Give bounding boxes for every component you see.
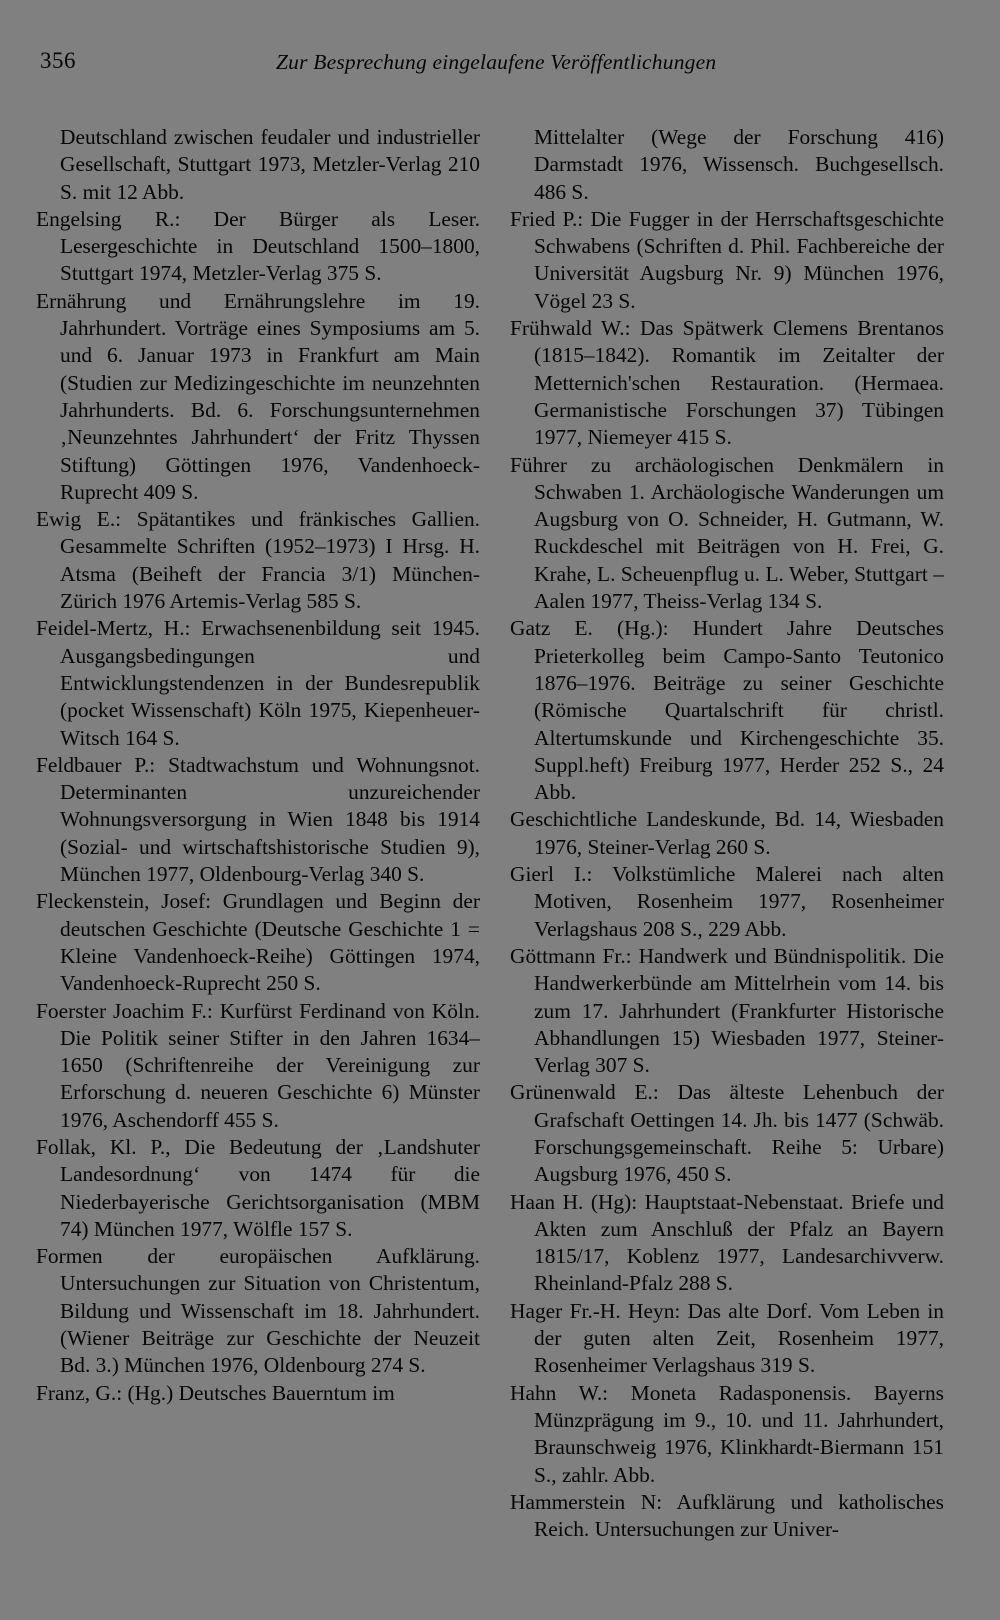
bibliography-entry: Frühwald W.: Das Spätwerk Clemens Brentanos (1815–1842). Romantik im Zeitalter der Metternich'schen Restauration. (Hermaea. Germanistische Forschungen 37) Tübingen 1977, Niemeyer 415 S. — [510, 316, 944, 450]
bibliography-entry: Hammerstein N: Aufklärung und katholisches Reich. Untersuchungen zur Univer- — [510, 1489, 944, 1542]
bibliography-entry: Haan H. (Hg): Hauptstaat-Nebenstaat. Briefe und Akten zum Anschluß der Pfalz an Bayern 1815/17, Koblenz 1977, Landesarchivverw. Rheinland-Pfalz 288 S. — [510, 1189, 944, 1296]
bibliography-entry: Geschichtliche Landeskunde, Bd. 14, Wiesbaden 1976, Steiner-Verlag 260 S. — [510, 807, 944, 859]
left-column — [36, 124, 480, 1407]
bibliography-entry: Follak, Kl. P., Die Bedeutung der ‚Landshuter Landesordnung‘ von 1474 für die Niederbayerische Gerichtsorganisation (MBM 74) München 1977, Wölfle 157 S. — [36, 1134, 480, 1241]
bibliography-entry: Fried P.: Die Fugger in der Herrschaftsgeschichte Schwabens (Schriften d. Phil. Fachbereiche der Universität Augsburg Nr. 9) München 1976, Vögel 23 S. — [510, 206, 944, 313]
running-title: Zur Besprechung eingelaufene Veröffentlichungen — [276, 50, 717, 74]
bibliography-entry: Führer zu archäologischen Denkmälern in Schwaben 1. Archäologische Wanderungen um Augsburg von O. Schneider, H. Gutmann, W. Ruckdeschel mit Beiträgen von H. Frei, G. Krahe, L. Scheuenpflug u. L. Weber, Stuttgart – Aalen 1977, Theiss-Verlag 134 S. — [510, 452, 944, 614]
right-column — [510, 124, 944, 1543]
bibliography-entry: Ernährung und Ernährungslehre im 19. Jahrhundert. Vorträge eines Symposiums am 5. und 6. Januar 1973 in Frankfurt am Main (Studien zur Medizingeschichte im neunzehnten Jahrhunderts. Bd. 6. Forschungsunternehmen ‚Neunzehntes Jahrhundert‘ der Fritz Thyssen Stiftung) Göttingen 1976, Vandenhoeck-Ruprecht 409 S. — [36, 288, 480, 504]
bibliography-entry: Ewig E.: Spätantikes und fränkisches Gallien. Gesammelte Schriften (1952–1973) I Hrsg. H. Atsma (Beiheft der Francia 3/1) München-Zürich 1976 Artemis-Verlag 585 S. — [36, 507, 480, 614]
page-number: 356 — [40, 48, 76, 73]
bibliography-entry: Formen der europäischen Aufklärung. Untersuchungen zur Situation von Christentum, Bildung und Wissenschaft im 18. Jahrhundert. (Wiener Beiträge zur Geschichte der Neuzeit Bd. 3.) München 1976, Oldenbourg 274 S. — [36, 1244, 480, 1378]
bibliography-entry: Feidel-Mertz, H.: Erwachsenenbildung seit 1945. Ausgangsbedingungen und Entwicklungstendenzen in der Bundesrepublik (pocket Wissenschaft) Köln 1975, Kiepenheuer-Witsch 164 S. — [36, 616, 480, 750]
bibliography-entry: Hahn W.: Moneta Radasponensis. Bayerns Münzprägung im 9., 10. und 11. Jahrhundert, Braunschweig 1976, Klinkhardt-Biermann 151 S., zahlr. Abb. — [510, 1380, 944, 1487]
bibliography-entry: Hager Fr.-H. Heyn: Das alte Dorf. Vom Leben in der guten alten Zeit, Rosenheim 1977, Rosenheimer Verlagshaus 319 S. — [510, 1298, 944, 1378]
bibliography-entry: Franz, G.: (Hg.) Deutsches Bauerntum im — [36, 1380, 395, 1405]
bibliography-entry: Deutschland zwischen feudaler und industrieller Gesellschaft, Stuttgart 1973, Metzler-Verlag 210 S. mit 12 Abb. — [60, 125, 480, 204]
page-header — [0, 48, 1000, 80]
bibliography-entry: Gatz E. (Hg.): Hundert Jahre Deutsches Prieterkolleg beim Campo-Santo Teutonico 1876–1976. Beiträge zu seiner Geschichte (Römische Quartalschrift für christl. Altertumskunde und Kirchengeschichte 35. Suppl.heft) Freiburg 1977, Herder 252 S., 24 Abb. — [510, 616, 944, 805]
bibliography-entry: Gierl I.: Volkstümliche Malerei nach alten Motiven, Rosenheim 1977, Rosenheimer Verlagshaus 208 S., 229 Abb. — [510, 862, 944, 941]
bibliography-entry: Feldbauer P.: Stadtwachstum und Wohnungsnot. Determinanten unzureichender Wohnungsversorgung in Wien 1848 bis 1914 (Sozial- und wirtschaftshistorische Studien 9), München 1977, Oldenbourg-Verlag 340 S. — [36, 752, 480, 887]
bibliography-entry: Foerster Joachim F.: Kurfürst Ferdinand von Köln. Die Politik seiner Stifter in den Jahren 1634–1650 (Schriftenreihe der Vereinigung zur Erforschung d. neueren Geschichte 6) Münster 1976, Aschendorff 455 S. — [36, 998, 480, 1132]
bibliography-entry: Fleckenstein, Josef: Grundlagen und Beginn der deutschen Geschichte (Deutsche Geschichte 1 = Kleine Vandenhoeck-Reihe) Göttingen 1974, Vandenhoeck-Ruprecht 250 S. — [36, 889, 480, 996]
bibliography-entry: Göttmann Fr.: Handwerk und Bündnispolitik. Die Handwerkerbünde am Mittelrhein vom 14. bis zum 17. Jahrhundert (Frankfurter Historische Abhandlungen 15) Wiesbaden 1977, Steiner-Verlag 307 S. — [510, 943, 944, 1078]
bibliography-entry: Mittelalter (Wege der Forschung 416) Darmstadt 1976, Wissensch. Buchgesellsch. 486 S. — [534, 125, 944, 204]
bibliography-entry: Grünenwald E.: Das älteste Lehenbuch der Grafschaft Oettingen 14. Jh. bis 1477 (Schwäb. Forschungsgemeinschaft. Reihe 5: Urbare) Augsburg 1976, 450 S. — [510, 1080, 944, 1187]
bibliography-entry: Engelsing R.: Der Bürger als Leser. Lesergeschichte in Deutschland 1500–1800, Stuttgart 1974, Metzler-Verlag 375 S. — [36, 206, 480, 286]
